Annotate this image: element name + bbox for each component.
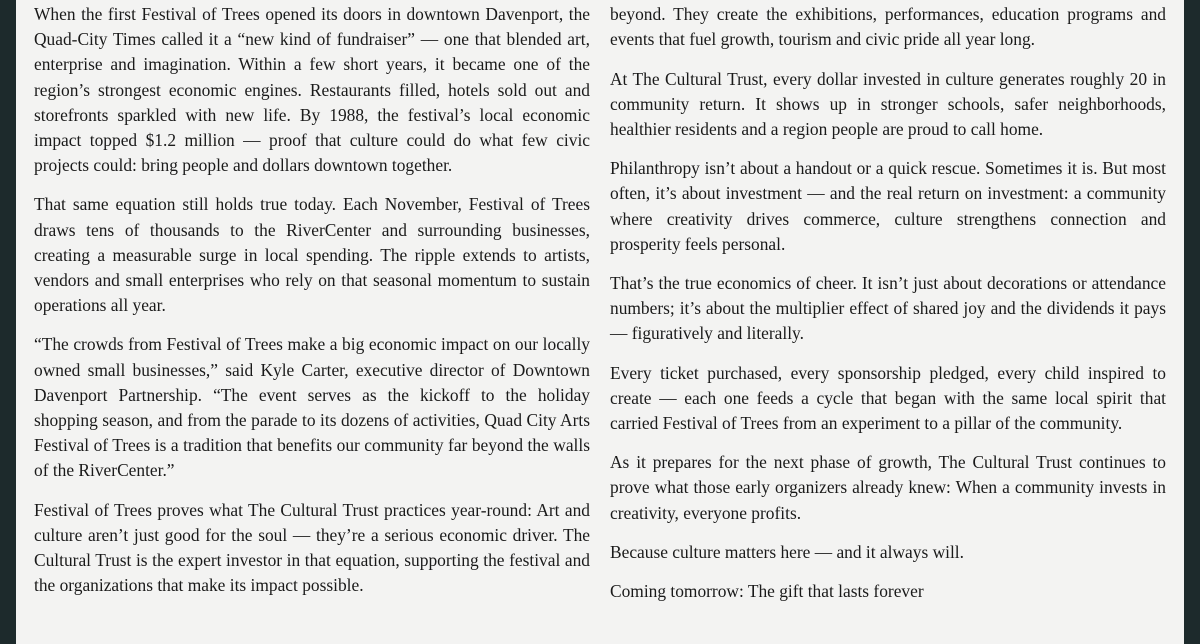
paragraph-every-ticket: Every ticket purchased, every sponsorship pledged, every child inspired to create — each one feeds a cycle that began with the same local spirit that carried Festival of Trees from an experiment to a pillar of the community.	[610, 362, 1166, 434]
coming-tomorrow-teaser: Coming tomorrow: The gift that lasts forever	[610, 581, 924, 602]
paragraph-cultural-trust-practices: Festival of Trees proves what The Cultural Trust practices year-round: Art and culture aren’t just good for the soul — they’re a serious economic driver. The Cultural Trust is the expert investor in that equation, supporting the festival and the organizations that make its impact possible.	[34, 499, 590, 596]
paragraph-philanthropy: Philanthropy isn’t about a handout or a quick rescue. Sometimes it is. But most often, it’s about investment — and the real return on investment: a community where creativity drives commerce, culture strengthens connection and prosperity feels personal.	[610, 158, 1166, 254]
article-page	[16, 0, 1184, 644]
paragraph-common-chord: beyond. They create the exhibitions, performances, education programs and events that fuel growth, tourism and civic pride all year long.	[610, 4, 1166, 50]
paragraph-dollar-return: At The Cultural Trust, every dollar invested in culture generates roughly 20 in community return. It shows up in stronger schools, safer neighborhoods, healthier residents and a region people are proud to call home.	[610, 68, 1166, 140]
paragraph-next-phase: As it prepares for the next phase of growth, The Cultural Trust continues to prove what those early organizers already knew: When a community invests in creativity, everyone profits.	[610, 452, 1166, 523]
article-left-column	[34, 2, 590, 612]
paragraph-economics-of-cheer: That’s the true economics of cheer. It isn’t just about decorations or attendance numbers; it’s about the multiplier effect of shared joy and the dividends it pays — figuratively and literally.	[610, 273, 1166, 344]
paragraph-festival-origins: When the first Festival of Trees opened its doors in downtown Davenport, the Quad-City Times called it a “new kind of fundraiser” — one that blended art, enterprise and imagination. Within a few short years, it became one of the region’s strongest economic engines. Restaurants filled, hotels sold out and storefronts sparkled with new life. By 1988, the festival’s local economic impact topped $1.2 million — proof that culture could do what few civic projects could: bring people and dollars downtown together.	[34, 4, 590, 176]
article-right-column	[610, 0, 1166, 618]
paragraph-kyle-carter-quote: “The crowds from Festival of Trees make a big economic impact on our locally owned small businesses,” said Kyle Carter, executive director of Downtown Davenport Partnership. “The event serves as the kickoff to the holiday shopping season, and from the parade to its dozens of activities, Quad City Arts Festival of Trees is a tradition that benefits our community far beyond the walls of the RiverCenter.”	[34, 334, 590, 481]
paragraph-culture-matters: Because culture matters here — and it always will.	[610, 541, 964, 562]
paragraph-same-equation: That same equation still holds true today. Each November, Festival of Trees draws tens of thousands to the RiverCenter and surrounding businesses, creating a measurable surge in local spending. The ripple extends to artists, vendors and small enterprises who rely on that seasonal momentum to sustain operations all year.	[34, 194, 590, 316]
